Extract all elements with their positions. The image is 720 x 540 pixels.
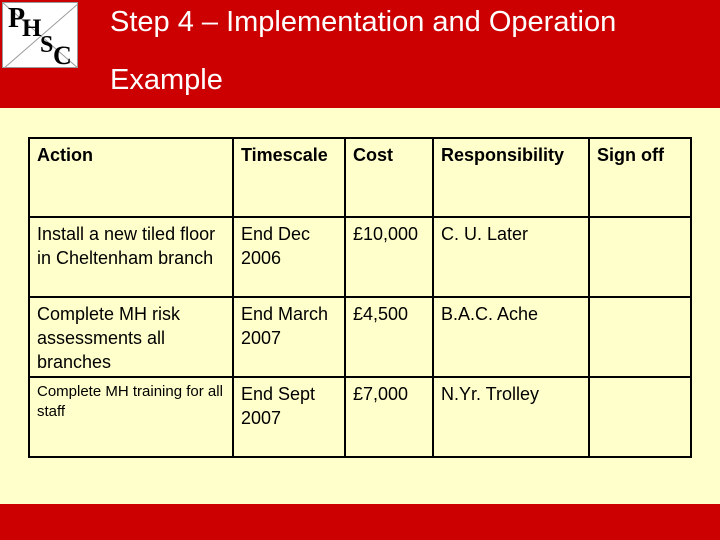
table-row xyxy=(29,377,691,457)
table-header-row xyxy=(29,138,691,217)
table-row xyxy=(29,297,691,377)
cell-timescale: End Dec 2006 xyxy=(233,217,345,297)
logo-letter-s: S xyxy=(40,32,54,58)
cell-action: Complete MH training for all staff xyxy=(29,377,233,457)
logo-letter-h: H xyxy=(22,15,42,42)
cell-cost: £4,500 xyxy=(345,297,433,377)
table-row xyxy=(29,217,691,297)
slide-subtitle: Example xyxy=(110,64,223,96)
cell-responsibility: B.A.C. Ache xyxy=(433,297,589,377)
cell-sign-off xyxy=(589,217,691,297)
cell-responsibility: N.Yr. Trolley xyxy=(433,377,589,457)
cell-timescale: End March 2007 xyxy=(233,297,345,377)
cell-responsibility: C. U. Later xyxy=(433,217,589,297)
slide-title: Step 4 – Implementation and Operation xyxy=(110,6,617,38)
cell-action: Install a new tiled floor in Cheltenham branch xyxy=(29,217,233,297)
cell-cost: £10,000 xyxy=(345,217,433,297)
cell-timescale: End Sept 2007 xyxy=(233,377,345,457)
cell-cost: £7,000 xyxy=(345,377,433,457)
cell-sign-off xyxy=(589,297,691,377)
logo-letter-c: C xyxy=(53,41,72,68)
header-cost: Cost xyxy=(345,138,433,217)
footer-bar xyxy=(0,504,720,540)
header-sign-off: Sign off xyxy=(589,138,691,217)
logo-letter-p: P xyxy=(8,3,26,34)
phsc-logo xyxy=(2,2,78,68)
cell-action: Complete MH risk assessments all branches xyxy=(29,297,233,377)
cell-sign-off xyxy=(589,377,691,457)
header-timescale: Timescale xyxy=(233,138,345,217)
header-action: Action xyxy=(29,138,233,217)
action-plan-table xyxy=(28,137,692,458)
title-bar xyxy=(0,0,720,108)
header-responsibility: Responsibility xyxy=(433,138,589,217)
